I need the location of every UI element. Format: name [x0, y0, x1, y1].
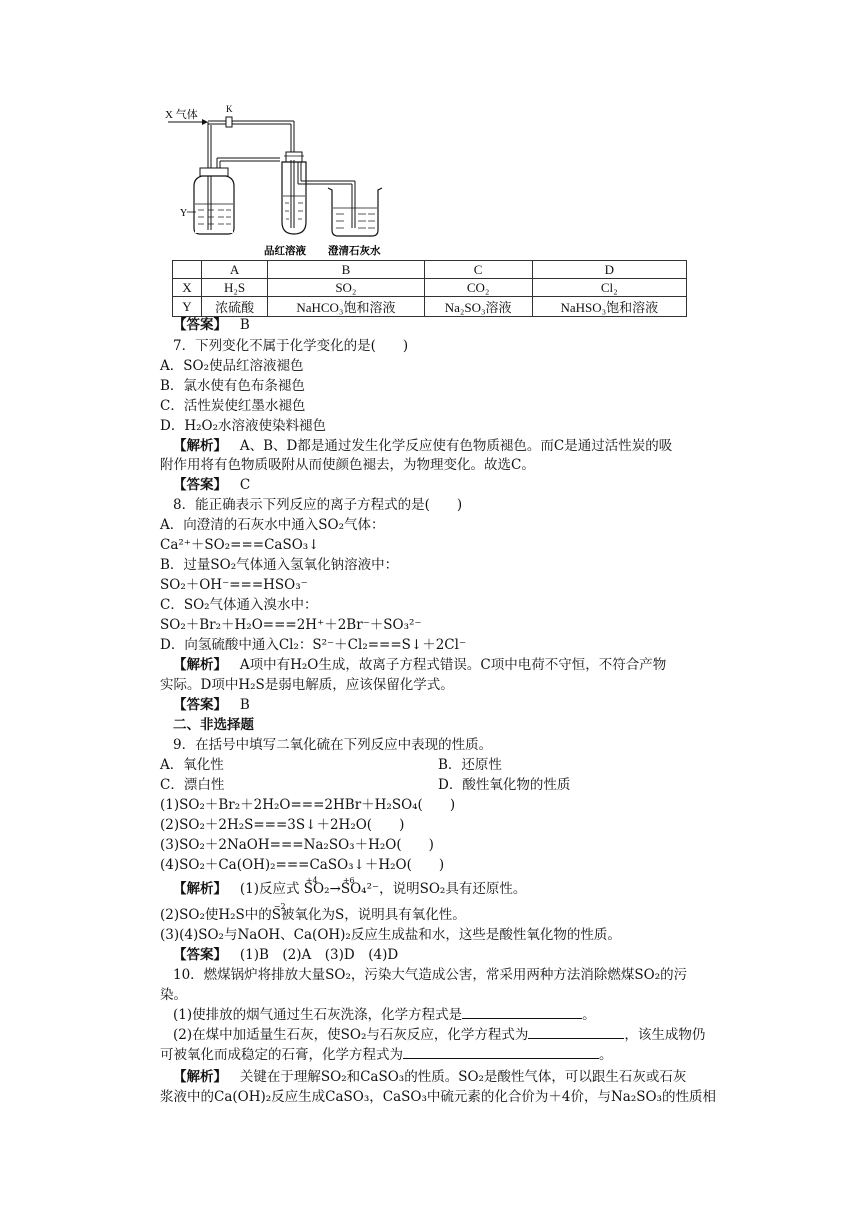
q7-option-d: D．H₂O₂水溶液使染料褪色 [160, 418, 326, 434]
q9-analysis-3: (3)(4)SO₂与NaOH、Ca(OH)₂反应生成盐和水，这些是酸性氧化物的性质。 [160, 927, 621, 943]
table-cell: H₂S [202, 279, 268, 297]
table-row [173, 297, 687, 317]
table-cell: B [268, 261, 425, 279]
q10-part2-cont: 可被氧化而成稳定的石膏，化学方程式为 。 [160, 1047, 613, 1063]
table-cell: A [202, 261, 268, 279]
x-gas-label: X 气体 [165, 109, 198, 121]
q8-stem: 8．能正确表示下列反应的离子方程式的是( ) [173, 497, 463, 513]
q9-options-row1: A．氧化性 B．还原性 [160, 757, 502, 773]
q8-analysis-cont: 实际。D项中H₂S是弱电解质，应该保留化学式。 [160, 677, 454, 693]
table-cell: Y [173, 297, 202, 317]
table-cell: SO₂ [268, 279, 425, 297]
q9-answer: 【答案】 (1)B (2)A (3)D (4)D [173, 947, 399, 963]
q10-blank-2[interactable] [528, 1026, 624, 1039]
q7-option-a: A．SO₂使品红溶液褪色 [160, 358, 304, 374]
table-cell: CO₂ [424, 279, 532, 297]
q8-option-d: D．向氢硫酸中通入Cl₂：S²⁻＋Cl₂===S↓＋2Cl⁻ [160, 637, 467, 653]
q10-part2: (2)在煤中加适量生石灰，使SO₂与石灰反应，化学方程式为 ，该生成物仍 [173, 1027, 706, 1043]
q8-option-b: B．过量SO₂气体通入氢氧化钠溶液中： [160, 557, 399, 573]
q8-analysis: 【解析】 A项中有H₂O生成，故离子方程式错误。C项中电荷不守恒，不符合产物 [173, 657, 667, 673]
table-row [173, 279, 687, 297]
q7-answer: 【答案】 C [173, 477, 251, 493]
table-cell: Cl₂ [532, 279, 686, 297]
table-cell: D [532, 261, 686, 279]
q7-analysis: 【解析】 A、B、D都是通过发生化学反应使有色物质褪色。而C是通过活性炭的吸 [173, 438, 673, 454]
section-heading: 二、非选择题 [173, 717, 254, 733]
table-cell: NaHSO₃饱和溶液 [532, 297, 686, 317]
table-cell: C [424, 261, 532, 279]
q7-analysis-cont: 附作用将有色物质吸附从而使颜色褪去，为物理变化。故选C。 [160, 457, 535, 473]
table-cell: 浓硫酸 [202, 297, 268, 317]
q8-option-b-eq: SO₂＋OH⁻===HSO₃⁻ [160, 577, 308, 593]
options-table [172, 260, 687, 317]
q8-option-a: A．向澄清的石灰水中通入SO₂气体： [160, 517, 385, 533]
q10-part1: (1)使排放的烟气通过生石灰洗涤，化学方程式是 。 [173, 1007, 596, 1023]
q8-option-c-eq: SO₂＋Br₂＋H₂O===2H⁺＋2Br⁻＋SO₃²⁻ [160, 617, 422, 633]
q10-stem: 10．燃煤锅炉将排放大量SO₂，污染大气造成公害，常采用两种方法消除燃煤SO₂的污 [173, 967, 688, 983]
table-cell: X [173, 279, 202, 297]
q9-analysis-2: (2)SO₂使H₂S中的 −2 S被氧化为S，说明具有氧化性。 [160, 902, 466, 923]
table-cell: Na₂SO₃溶液 [424, 297, 532, 317]
pinhong-label: 品红溶液 [264, 245, 306, 257]
apparatus-diagram [160, 100, 420, 260]
q10-blank-3[interactable] [403, 1046, 599, 1059]
q9-eq4: (4)SO₂＋Ca(OH)₂===CaSO₃↓＋H₂O( ) [160, 857, 445, 873]
q7-option-b: B．氯水使有色布条褪色 [160, 378, 305, 394]
k-valve-label: K [226, 104, 233, 114]
q9-analysis: 【解析】 (1)反应式 +4 SO₂→ +6 SO₄²⁻，说明SO₂具有还原性。 [173, 876, 527, 897]
q8-option-c: C．SO₂气体通入溴水中： [160, 597, 318, 613]
q9-options-row2: C．漂白性 D．酸性氧化物的性质 [160, 777, 571, 793]
q9-eq3: (3)SO₂＋2NaOH===Na₂SO₃＋H₂O( ) [160, 837, 434, 853]
q10-stem-cont: 染。 [160, 987, 187, 1003]
y-label: Y [180, 208, 188, 219]
q9-eq2: (2)SO₂＋2H₂S===3S↓＋2H₂O( ) [160, 817, 405, 833]
q10-analysis: 【解析】 关键在于理解SO₂和CaSO₃的性质。SO₂是酸性气体，可以跟生石灰或石灰 [173, 1069, 687, 1085]
q7-stem: 7．下列变化不属于化学变化的是( ) [173, 338, 409, 354]
table-cell [173, 261, 202, 279]
table-cell: NaHCO₃饱和溶液 [268, 297, 425, 317]
shihui-label: 澄清石灰水 [328, 245, 381, 257]
q8-option-a-eq: Ca²⁺＋SO₂===CaSO₃↓ [160, 537, 320, 553]
q9-stem: 9．在括号中填写二氧化硫在下列反应中表现的性质。 [173, 737, 493, 753]
table-header-row [173, 261, 687, 279]
q10-blank-1[interactable] [462, 1006, 582, 1019]
q8-answer: 【答案】 B [173, 697, 250, 713]
q9-eq1: (1)SO₂＋Br₂＋2H₂O===2HBr＋H₂SO₄( ) [160, 797, 456, 813]
q10-analysis-cont: 浆液中的Ca(OH)₂反应生成CaSO₃，CaSO₃中硫元素的化合价为＋4价，与Na₂SO₃的性质相 [160, 1089, 716, 1105]
q6-answer: 【答案】 B [173, 317, 250, 333]
q7-option-c: C．活性炭使红墨水褪色 [160, 398, 306, 414]
k-valve [226, 117, 232, 127]
